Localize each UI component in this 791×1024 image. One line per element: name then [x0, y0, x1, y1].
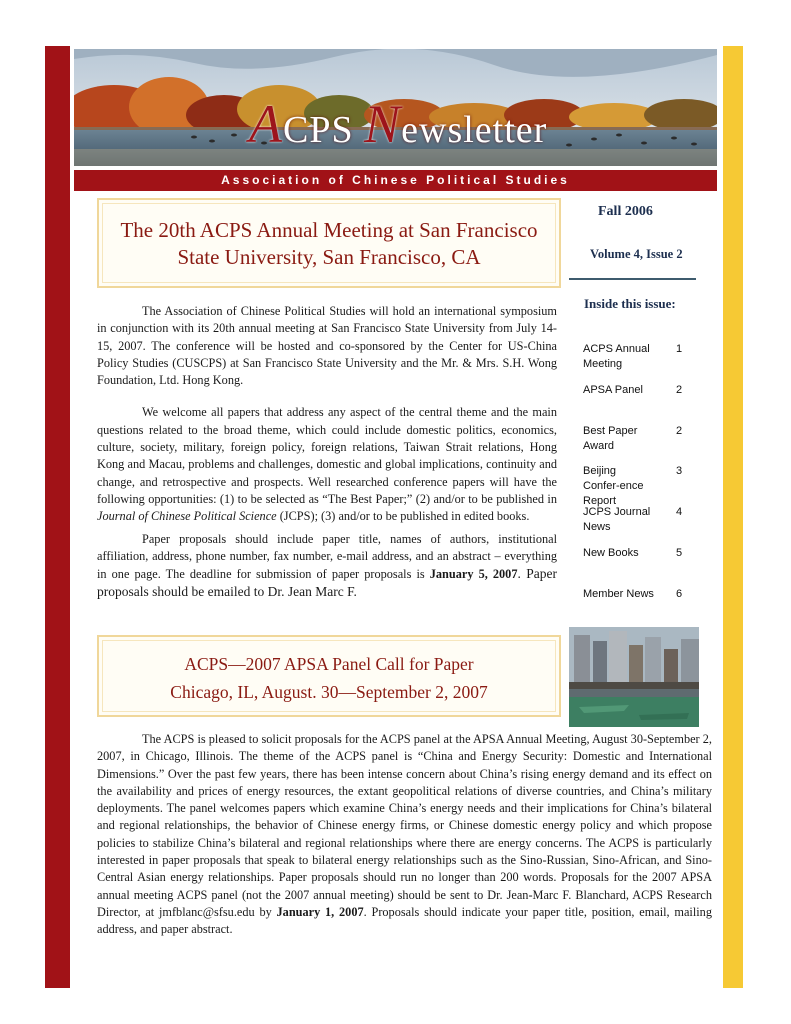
- title-initial-n: N: [364, 94, 402, 154]
- toc-item[interactable]: [583, 587, 698, 602]
- paragraph-text: . Proposals should indicate your paper title, position, email, mailing address, and paper abstract.: [97, 904, 712, 937]
- title-cps: CPS: [283, 109, 365, 151]
- chicago-skyline-image: [569, 627, 699, 727]
- toc-page: 3: [676, 465, 683, 477]
- toc-label: Beijing Confer-ence Report: [583, 465, 644, 507]
- headline-1-line-2: State University, San Francisco, CA: [177, 245, 481, 269]
- toc-item[interactable]: [583, 464, 698, 509]
- newsletter-title: [249, 93, 547, 155]
- article-1-paragraph-2: [97, 404, 557, 525]
- paragraph-text: We welcome all papers that address any aspect of the central theme and the main questions related to the broad theme, which could include domestic politics, economics, culture, society, military, foreign policy, foreign relations, Taiwan Strait relations, Hong Kong and Macau, problems and challenges, domestic and global implications, continuity and change, and retrospective and prospects. Well researched conference papers will have the following opportunities: (1) to be selected as “The Best Paper;” (2) and/or to be published in: [97, 405, 557, 506]
- sidebar-divider: [569, 278, 696, 280]
- toc-page: 4: [676, 506, 683, 518]
- headline-frame-1: [97, 198, 561, 288]
- article-1-body: [97, 303, 557, 617]
- deadline-date: January 5, 2007: [429, 567, 518, 582]
- article-2-body: [97, 731, 712, 939]
- toc-item[interactable]: [583, 424, 698, 454]
- toc-label: New Books: [583, 547, 639, 559]
- masthead-banner: [74, 49, 717, 166]
- chicago-river-photo: [569, 627, 699, 727]
- toc-label: Best Paper Award: [583, 425, 638, 452]
- journal-name: Journal of Chinese Political Science: [97, 509, 277, 524]
- association-name-bar: Association of Chinese Political Studies: [74, 170, 717, 191]
- toc-label: ACPS Annual Meeting: [583, 343, 650, 370]
- headline-frame-2: [97, 635, 561, 717]
- headline-1-line-1: The 20th ACPS Annual Meeting at San Francisco: [120, 218, 538, 242]
- headline-2-line-1: ACPS—2007 APSA Panel Call for Paper: [184, 654, 474, 674]
- deadline-date: January 1, 2007: [276, 904, 364, 919]
- right-gold-bar: [723, 46, 743, 988]
- title-ewsletter: ewsletter: [401, 109, 548, 151]
- volume-issue: Volume 4, Issue 2: [590, 247, 683, 261]
- paragraph-text: . Paper proposals should be emailed to Dr. Jean Marc F.: [97, 566, 557, 600]
- left-red-bar: [45, 46, 70, 988]
- paragraph-text: Paper proposals should include paper title, names of authors, institutional affiliation, address, phone number, fax number, e-mail address, and an abstract – everything in one page. The deadline for submission of paper proposals is: [97, 531, 557, 582]
- toc-item[interactable]: [583, 383, 698, 398]
- toc-item[interactable]: [583, 546, 698, 561]
- toc-label: JCPS Journal News: [583, 506, 651, 533]
- toc-page: 5: [676, 547, 683, 559]
- toc-page: 2: [676, 425, 683, 437]
- issue-date: Fall 2006: [598, 204, 653, 219]
- title-initial-a: A: [249, 94, 283, 154]
- inside-this-issue-heading: Inside this issue:: [584, 296, 676, 311]
- toc-item[interactable]: [583, 342, 698, 372]
- toc-page: 1: [676, 343, 683, 355]
- headline-2-line-2: Chicago, IL, August. 30—September 2, 2007: [170, 682, 488, 702]
- paragraph-text: The ACPS is pleased to solicit proposals for the ACPS panel at the APSA Annual Meeting, August 30-September 2, 2007, in Chicago, Illinois. The theme of the ACPS panel is “China and Energy Security: Domestic and International Dimensions.” Over the past few years, there has been intense concern about China’s rising energy demand and its effect on the availability and prices of energy resources, the extant geopolitical relations of diverse countries, and China’s military deployments. The panel welcomes papers which examine China’s energy needs and their implications for China’s bilateral and regional relationships, the behavior of Chinese energy firms, or Chinese domestic energy policy and which propose policies to stabilize China’s bilateral and regional relationships where there are energy concerns. The ACPS is particularly interested in paper proposals that speak to bilateral energy relationships such as the Sino-Russian, Sino-African, and Sino-Central Asian energy relationships. Paper proposals should run no longer than 200 words. Proposals for the 2007 APSA annual meeting ACPS panel (not the 2007 annual meeting) should be sent to Dr. Jean-Marc F. Blanchard, ACPS Research Director, at jmfblanc@sfsu.edu by: [97, 732, 712, 919]
- toc-page: 6: [676, 588, 683, 600]
- paragraph-text: (JCPS); (3) and/or to be published in edited books.: [276, 509, 530, 524]
- frame-inner-border: [102, 203, 556, 283]
- article-1-paragraph-3: [97, 531, 557, 602]
- toc-page: 2: [676, 384, 683, 396]
- toc-label: Member News: [583, 588, 654, 600]
- toc-label: APSA Panel: [583, 384, 643, 396]
- article-1-paragraph-1: The Association of Chinese Political Studies will hold an international symposium in conjunction with its 20th annual meeting at San Francisco State University from July 14-15, 2007. The conference will be hosted and co-sponsored by the Center for US-China Policy Studies (CUSCPS) at San Francisco State University and the Mr. & Mrs. S.H. Wong Foundation, Ltd. Hong Kong.: [97, 304, 557, 388]
- toc-item[interactable]: [583, 505, 698, 535]
